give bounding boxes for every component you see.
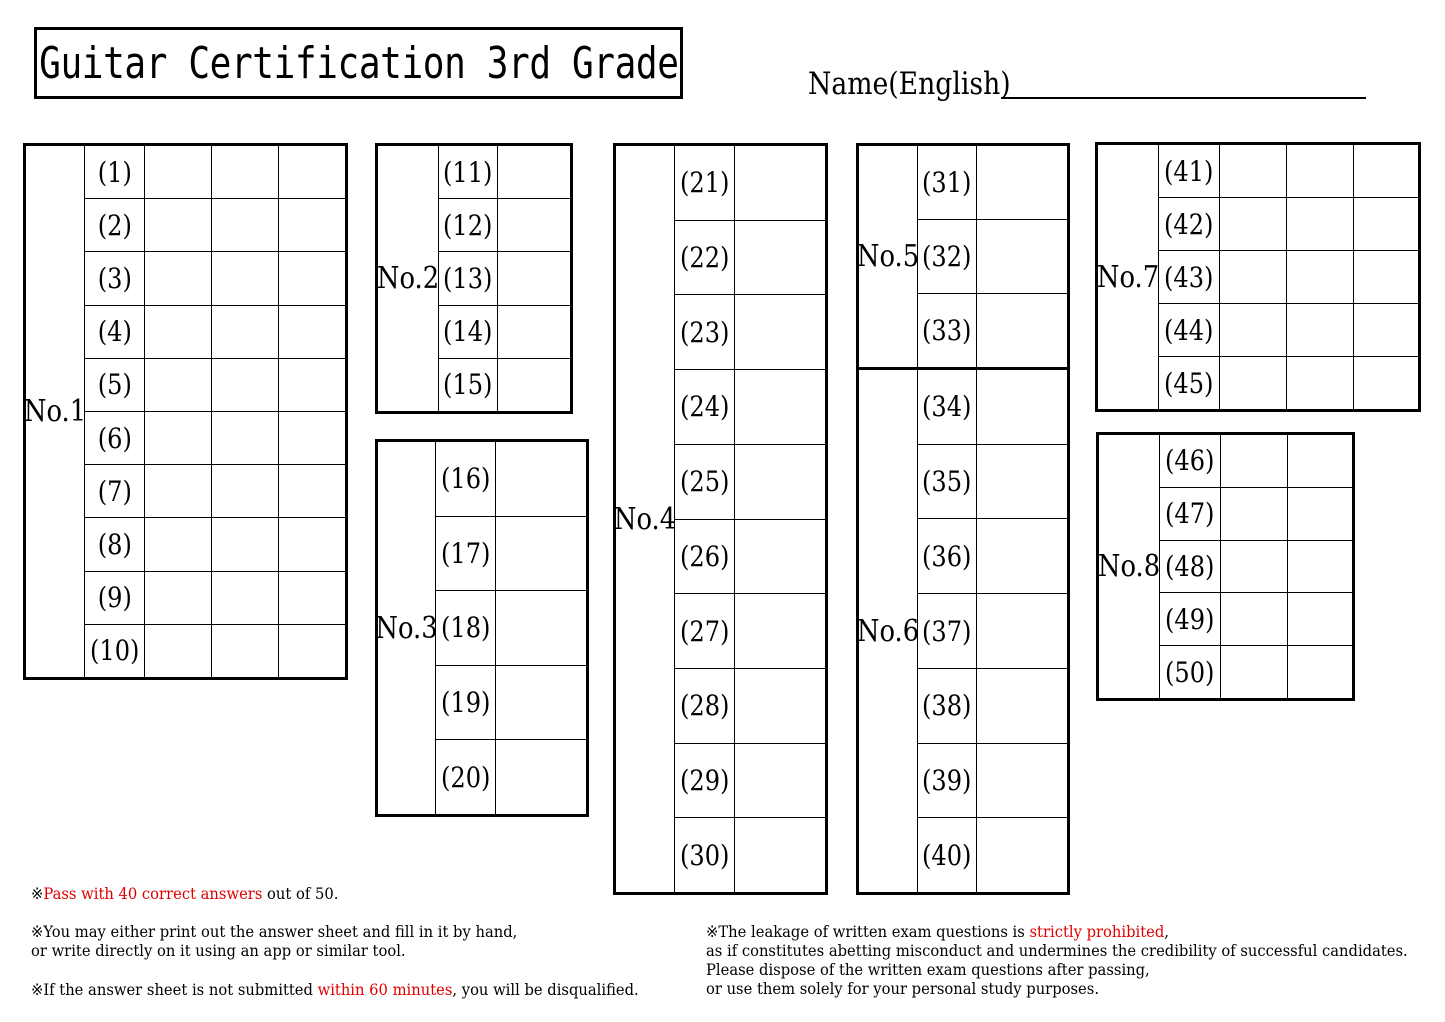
answer-row [918, 518, 1067, 593]
question-number [675, 520, 735, 594]
answer-row [1159, 250, 1418, 303]
answer-cell[interactable] [735, 594, 825, 668]
answer-row [85, 571, 345, 624]
question-number-text: (41) [1164, 154, 1214, 188]
pass-note-highlight: Pass with 40 correct answers [43, 884, 263, 903]
answer-cell[interactable] [1354, 357, 1418, 409]
question-number [436, 740, 496, 814]
question-number-text: (8) [97, 528, 132, 562]
answer-cell[interactable] [279, 572, 345, 624]
answer-rows [435, 442, 586, 814]
leak-note-line1 [706, 922, 1408, 941]
answer-row [85, 464, 345, 517]
answer-rows [917, 146, 1067, 367]
answer-cell[interactable] [735, 669, 825, 743]
answer-row [918, 593, 1067, 668]
section-label: No.5 [856, 239, 920, 274]
answer-row [675, 668, 825, 743]
answer-row [1159, 145, 1418, 197]
question-number-text: (32) [922, 240, 972, 273]
question-number [1160, 488, 1221, 540]
answer-cell[interactable] [279, 465, 345, 517]
question-number-text: (22) [679, 241, 730, 275]
question-number-text: (42) [1164, 207, 1214, 241]
question-number [918, 519, 977, 593]
answer-row [436, 516, 586, 591]
question-number [85, 359, 145, 411]
question-number [85, 146, 145, 198]
answer-cell[interactable] [212, 306, 279, 358]
question-number-text: (19) [440, 686, 491, 720]
answer-rows [1158, 145, 1418, 409]
answer-cell[interactable] [498, 199, 570, 251]
question-number [439, 252, 498, 304]
answer-cell[interactable] [212, 572, 279, 624]
question-number [85, 306, 145, 358]
question-number-text: (27) [679, 614, 730, 648]
section-label: No.3 [375, 610, 438, 646]
time-note-highlight: within 60 minutes [317, 980, 453, 999]
answer-row [85, 517, 345, 570]
question-number-text: (4) [97, 315, 132, 349]
answer-row [918, 293, 1067, 367]
answer-cell[interactable] [212, 252, 279, 304]
question-number [918, 445, 977, 519]
question-number [436, 591, 496, 665]
answer-cell[interactable] [735, 818, 825, 892]
question-number [675, 370, 735, 444]
answer-cell[interactable] [1287, 145, 1354, 197]
question-number-text: (23) [679, 315, 730, 349]
answer-row [436, 442, 586, 516]
answer-cell[interactable] [1221, 488, 1288, 540]
question-number [85, 465, 145, 517]
answer-cell[interactable] [145, 518, 212, 570]
answer-row [918, 817, 1067, 892]
answer-cell[interactable] [1354, 251, 1418, 303]
answer-cell[interactable] [735, 520, 825, 594]
question-number [1160, 593, 1221, 645]
answer-cell[interactable] [212, 199, 279, 251]
answer-cell[interactable] [212, 518, 279, 570]
question-number [439, 199, 498, 251]
name-field[interactable] [808, 58, 1044, 100]
answer-row [439, 198, 570, 251]
answer-cell[interactable] [977, 594, 1067, 668]
pass-note-rest: out of 50. [262, 884, 339, 903]
answer-rows [674, 146, 825, 892]
section-4 [613, 143, 828, 895]
question-number [918, 146, 977, 219]
answer-cell[interactable] [1221, 541, 1288, 593]
section-3 [375, 439, 589, 817]
question-number-text: (13) [443, 262, 493, 295]
question-number-text: (37) [922, 614, 972, 648]
answer-cell[interactable] [977, 669, 1067, 743]
question-number-text: (15) [443, 368, 493, 402]
question-number [1159, 198, 1220, 250]
question-number-text: (29) [679, 763, 730, 797]
question-number-text: (18) [440, 611, 491, 645]
answer-cell[interactable] [279, 518, 345, 570]
section-1 [23, 143, 348, 680]
answer-cell[interactable] [735, 370, 825, 444]
question-number [1159, 304, 1220, 356]
answer-row [1160, 540, 1352, 593]
answer-cell[interactable] [1287, 198, 1354, 250]
answer-cell[interactable] [145, 199, 212, 251]
answer-row [918, 743, 1067, 818]
answer-cell[interactable] [735, 445, 825, 519]
question-number-text: (45) [1164, 366, 1214, 400]
answer-row [918, 668, 1067, 743]
question-number [675, 744, 735, 818]
answer-cell[interactable] [977, 370, 1067, 444]
answer-cell[interactable] [279, 146, 345, 198]
answer-row [675, 444, 825, 519]
question-number [675, 818, 735, 892]
question-number-text: (33) [922, 314, 972, 347]
question-number-text: (25) [679, 465, 730, 499]
answer-cell[interactable] [212, 465, 279, 517]
question-number [675, 594, 735, 668]
answer-cell[interactable] [145, 306, 212, 358]
question-number-text: (26) [679, 539, 730, 573]
answer-cell[interactable] [1354, 145, 1418, 197]
question-number-text: (9) [97, 581, 132, 615]
answer-row [675, 817, 825, 892]
question-number-text: (35) [922, 465, 972, 499]
answer-cell[interactable] [145, 412, 212, 464]
answer-cell[interactable] [977, 519, 1067, 593]
question-number [1160, 435, 1221, 487]
section-label: No.7 [1096, 259, 1160, 295]
question-number [675, 669, 735, 743]
leak-note-line3: Please dispose of the written exam questions after passing, [706, 960, 1150, 979]
answer-row [675, 743, 825, 818]
answer-cell[interactable] [212, 359, 279, 411]
answer-cell[interactable] [1288, 488, 1352, 540]
answer-row [1160, 645, 1352, 698]
question-number-text: (39) [922, 763, 972, 797]
print-note-line2: or write directly on it using an app or similar tool. [31, 941, 406, 960]
answer-cell[interactable] [735, 295, 825, 369]
answer-row [675, 220, 825, 295]
question-number [918, 744, 977, 818]
print-note [31, 922, 517, 960]
answer-cell[interactable] [145, 572, 212, 624]
answer-cell[interactable] [279, 625, 345, 677]
answer-row [85, 305, 345, 358]
answer-row [85, 624, 345, 677]
question-number [85, 625, 145, 677]
print-note-line1: ※You may either print out the answer sheet and fill in it by hand, [31, 922, 518, 941]
answer-row [675, 294, 825, 369]
answer-cell[interactable] [496, 591, 586, 665]
question-number [436, 517, 496, 591]
answer-cell[interactable] [977, 744, 1067, 818]
question-number-text: (47) [1165, 497, 1215, 531]
answer-cell[interactable] [496, 517, 586, 591]
answer-row [675, 369, 825, 444]
question-number-text: (17) [440, 536, 491, 570]
section-label: No.4 [613, 501, 677, 537]
answer-rows [84, 146, 345, 677]
answer-cell[interactable] [496, 666, 586, 740]
title-box [34, 27, 683, 99]
question-number [439, 146, 498, 198]
question-number-text: (6) [97, 421, 132, 455]
answer-cell[interactable] [279, 199, 345, 251]
answer-cell[interactable] [1288, 646, 1352, 698]
section-label: No.8 [1097, 549, 1161, 584]
answer-row [439, 146, 570, 198]
question-number [675, 221, 735, 295]
time-note-pre: ※If the answer sheet is not submitted [31, 980, 318, 999]
question-number-text: (12) [443, 208, 493, 242]
answer-cell[interactable] [1220, 251, 1287, 303]
question-number [1159, 145, 1220, 197]
answer-cell[interactable] [1221, 435, 1288, 487]
question-number [1159, 251, 1220, 303]
answer-cell[interactable] [279, 306, 345, 358]
answer-row [85, 198, 345, 251]
question-number-text: (10) [89, 634, 140, 668]
time-note [31, 980, 639, 999]
name-label: Name(English) [808, 66, 1011, 102]
answer-rows [438, 146, 570, 411]
question-number-text: (14) [443, 315, 493, 349]
question-number [675, 445, 735, 519]
answer-cell[interactable] [145, 252, 212, 304]
question-number [85, 412, 145, 464]
answer-cell[interactable] [977, 294, 1067, 367]
question-number-text: (7) [97, 474, 132, 508]
answer-row [675, 519, 825, 594]
question-number [918, 818, 977, 892]
question-number [918, 669, 977, 743]
answer-row [85, 146, 345, 198]
question-number-text: (16) [440, 462, 491, 496]
question-number-text: (43) [1164, 260, 1214, 294]
answer-cell[interactable] [1221, 593, 1288, 645]
answer-row [1160, 592, 1352, 645]
answer-cell[interactable] [1220, 304, 1287, 356]
pass-note-mark: ※ [31, 884, 44, 903]
answer-cell[interactable] [977, 445, 1067, 519]
section-8 [1096, 432, 1355, 701]
answer-row [675, 146, 825, 220]
answer-row [918, 146, 1067, 219]
answer-cell[interactable] [1288, 541, 1352, 593]
answer-cell[interactable] [1220, 198, 1287, 250]
question-number [439, 306, 498, 358]
question-number [675, 146, 735, 220]
answer-cell[interactable] [496, 740, 586, 814]
leak-note [706, 922, 1408, 998]
question-number [439, 359, 498, 411]
answer-cell[interactable] [145, 359, 212, 411]
answer-cell[interactable] [145, 625, 212, 677]
answer-cell[interactable] [735, 744, 825, 818]
answer-row [436, 590, 586, 665]
question-number-text: (3) [97, 262, 132, 295]
question-number [918, 370, 977, 444]
answer-cell[interactable] [977, 146, 1067, 219]
question-number [436, 442, 496, 516]
answer-cell[interactable] [977, 818, 1067, 892]
question-number-text: (36) [922, 539, 972, 573]
answer-row [436, 739, 586, 814]
question-number [918, 294, 977, 367]
answer-cell[interactable] [279, 252, 345, 304]
answer-row [918, 370, 1067, 444]
answer-cell[interactable] [145, 146, 212, 198]
answer-cell[interactable] [1287, 304, 1354, 356]
question-number-text: (38) [922, 689, 972, 723]
question-number-text: (31) [922, 166, 972, 199]
answer-row [436, 665, 586, 740]
question-number [436, 666, 496, 740]
answer-cell[interactable] [212, 146, 279, 198]
leak-note-post: , [1164, 922, 1169, 941]
question-number-text: (1) [97, 155, 132, 189]
answer-row [918, 444, 1067, 519]
question-number-text: (44) [1164, 313, 1214, 347]
answer-row [918, 219, 1067, 293]
answer-cell[interactable] [498, 252, 570, 304]
question-number [85, 252, 145, 304]
question-number-text: (24) [679, 390, 730, 424]
answer-cell[interactable] [498, 359, 570, 411]
answer-row [1159, 303, 1418, 356]
section-label: No.1 [23, 394, 87, 429]
answer-row [675, 593, 825, 668]
section-7 [1095, 142, 1421, 412]
leak-note-line4: or use them solely for your personal study purposes. [706, 979, 1100, 998]
answer-row [1159, 356, 1418, 409]
answer-cell[interactable] [279, 412, 345, 464]
leak-note-pre: ※The leakage of written exam questions is [706, 922, 1030, 941]
question-number [85, 199, 145, 251]
answer-cell[interactable] [735, 146, 825, 220]
question-number [1159, 357, 1220, 409]
answer-cell[interactable] [1354, 304, 1418, 356]
answer-cell[interactable] [279, 359, 345, 411]
answer-cell[interactable] [1221, 646, 1288, 698]
question-number-text: (11) [443, 155, 493, 189]
answer-row [439, 305, 570, 358]
question-number-text: (20) [440, 760, 491, 794]
answer-row [1160, 435, 1352, 487]
answer-cell[interactable] [1287, 251, 1354, 303]
answer-cell[interactable] [1288, 435, 1352, 487]
answer-cell[interactable] [496, 442, 586, 516]
question-number [85, 518, 145, 570]
question-number-text: (30) [679, 838, 730, 872]
answer-rows [917, 370, 1067, 892]
question-number [918, 594, 977, 668]
answer-row [85, 358, 345, 411]
section-6 [856, 367, 1070, 895]
question-number-text: (28) [679, 689, 730, 723]
question-number [85, 572, 145, 624]
question-number [918, 220, 977, 293]
answer-rows [1159, 435, 1352, 698]
question-number [675, 295, 735, 369]
answer-cell[interactable] [212, 412, 279, 464]
answer-cell[interactable] [1220, 357, 1287, 409]
answer-row [1159, 197, 1418, 250]
section-5 [856, 143, 1070, 370]
question-number-text: (50) [1165, 655, 1215, 689]
answer-cell[interactable] [977, 220, 1067, 293]
question-number-text: (48) [1165, 549, 1215, 583]
question-number-text: (2) [97, 208, 132, 242]
answer-cell[interactable] [1287, 357, 1354, 409]
question-number-text: (46) [1165, 444, 1215, 478]
leak-note-line2: as if constitutes abetting misconduct and undermines the credibility of successful candidates. [706, 941, 1408, 960]
question-number-text: (34) [922, 390, 972, 424]
page-title: Guitar Certification 3rd Grade [38, 37, 679, 89]
question-number-text: (5) [97, 368, 132, 402]
question-number [1160, 541, 1221, 593]
question-number-text: (49) [1165, 602, 1215, 636]
pass-note [31, 884, 338, 903]
leak-note-highlight: strictly prohibited [1029, 922, 1165, 941]
answer-cell[interactable] [1220, 145, 1287, 197]
section-label: No.2 [376, 261, 440, 296]
question-number [1160, 646, 1221, 698]
question-number-text: (40) [922, 838, 972, 872]
section-label: No.6 [856, 613, 920, 649]
answer-cell[interactable] [735, 221, 825, 295]
answer-row [85, 251, 345, 304]
section-2 [375, 143, 573, 414]
answer-cell[interactable] [1354, 198, 1418, 250]
answer-row [85, 411, 345, 464]
time-note-post: , you will be disqualified. [452, 980, 639, 999]
question-number-text: (21) [679, 166, 730, 200]
answer-cell[interactable] [498, 306, 570, 358]
answer-cell[interactable] [145, 465, 212, 517]
answer-row [439, 251, 570, 304]
name-underline[interactable] [1001, 97, 1366, 99]
answer-cell[interactable] [498, 146, 570, 198]
answer-cell[interactable] [1288, 593, 1352, 645]
answer-row [1160, 487, 1352, 540]
answer-row [439, 358, 570, 411]
answer-cell[interactable] [212, 625, 279, 677]
